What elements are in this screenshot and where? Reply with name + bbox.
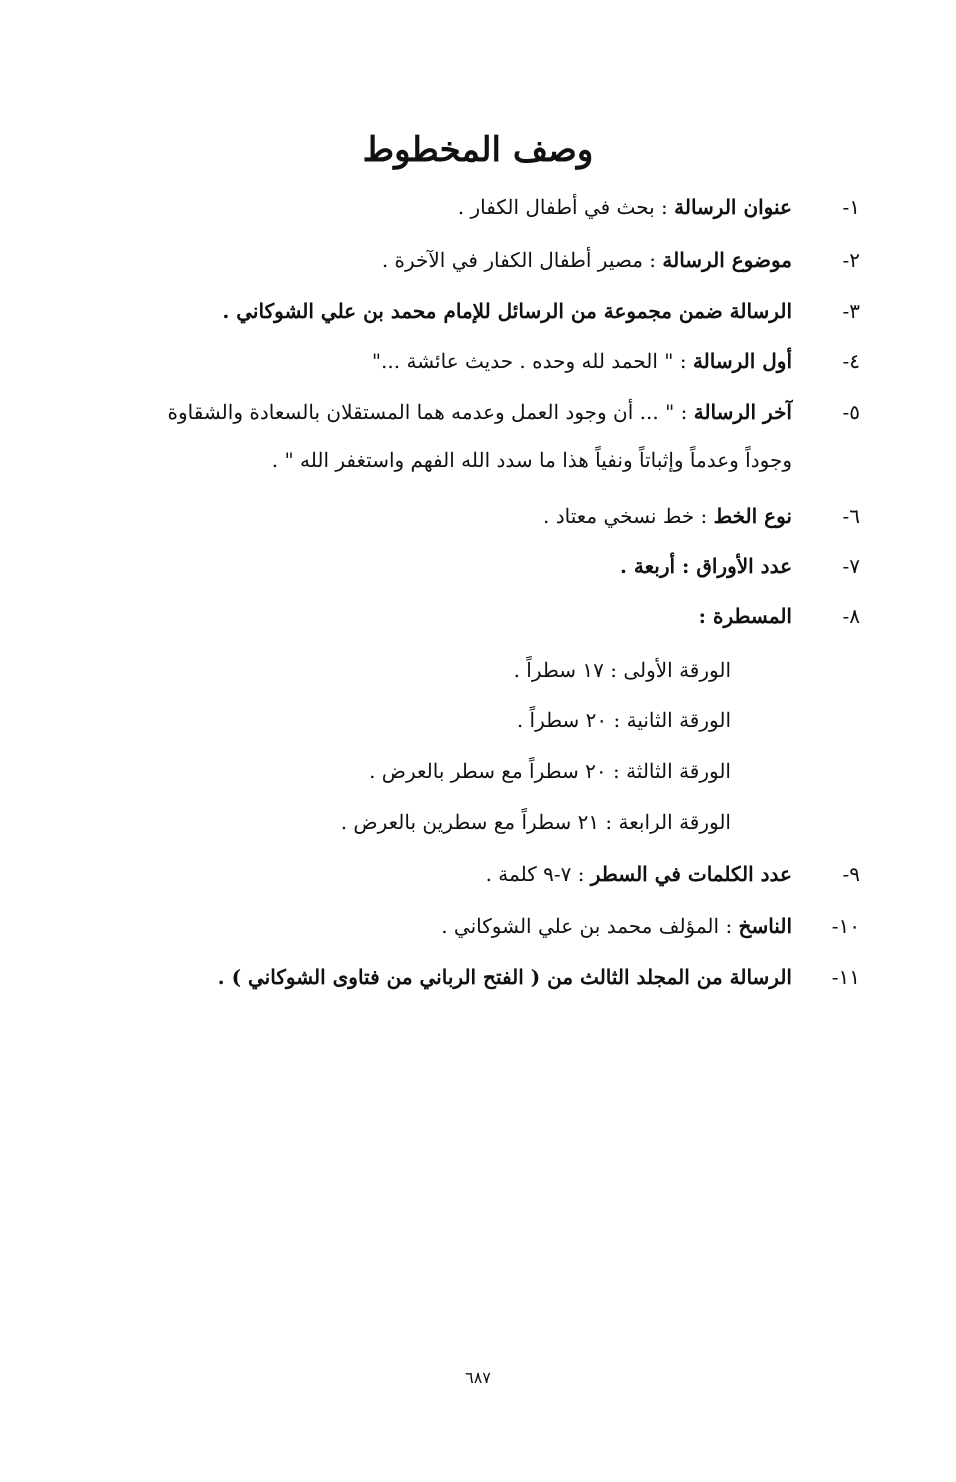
item-label: آخر الرسالة xyxy=(693,400,792,424)
item-label: موضوع الرسالة xyxy=(662,248,792,272)
item-text: : المؤلف محمد بن علي الشوكاني . xyxy=(441,914,739,938)
item-number: ٢- xyxy=(842,248,860,272)
list-item-5 xyxy=(90,386,860,486)
item-number: ٧- xyxy=(842,554,860,578)
list-item-3 xyxy=(222,297,860,325)
item-number: ٤- xyxy=(842,349,860,373)
item-text: الرسالة ضمن مجموعة من الرسائل للإمام محمد بن علي الشوكاني . xyxy=(222,299,792,323)
list-item-4 xyxy=(372,347,860,375)
item-number: ١٠- xyxy=(831,914,860,938)
item-label: عدد الأوراق xyxy=(696,554,792,578)
ruler-line-4: الورقة الرابعة : ٢١ سطراً مع سطرين بالعرض . xyxy=(340,810,731,834)
item-text: الرسالة من المجلد الثالث من ( الفتح الرباني من فتاوى الشوكاني ) . xyxy=(217,965,792,989)
list-item-7 xyxy=(620,552,860,580)
item-number: ٣- xyxy=(842,299,860,323)
item-text: : " الحمد لله وحده . حديث عائشة ..." xyxy=(371,349,693,373)
item-text: : بحث في أطفال الكفار . xyxy=(457,195,675,219)
ruler-line-3: الورقة الثالثة : ٢٠ سطراً مع سطر بالعرض . xyxy=(369,759,731,783)
list-item-8 xyxy=(699,602,860,630)
item-label: أول الرسالة xyxy=(692,349,792,373)
item-number: ٥- xyxy=(842,400,860,424)
ruler-line-1: الورقة الأولى : ١٧ سطراً . xyxy=(513,658,731,682)
item-text: : مصير أطفال الكفار في الآخرة . xyxy=(381,248,663,272)
item-label: نوع الخط xyxy=(713,504,792,528)
item-number: ٩- xyxy=(842,862,860,886)
list-item-11 xyxy=(218,963,860,991)
item-label: عدد الكلمات في السطر xyxy=(590,862,792,886)
item-number: ٨- xyxy=(842,604,860,628)
item-number: ١١- xyxy=(831,965,860,989)
list-item-6 xyxy=(543,502,860,530)
item-text: : خط نسخي معتاد . xyxy=(543,504,714,528)
item-number: ١- xyxy=(842,195,860,219)
item-label: المسطرة xyxy=(713,604,792,628)
page-title: وصف المخطوط xyxy=(362,130,594,170)
list-item-9 xyxy=(486,860,860,888)
item-continuation: وجوداً وعدماً وإثباتاً ونفياً هذا ما سدد الله الفهم واستغفر الله " . xyxy=(271,448,792,472)
item-text: : أربعة . xyxy=(619,554,697,578)
item-label: عنوان الرسالة xyxy=(674,195,792,219)
item-number: ٦- xyxy=(842,504,860,528)
list-item-2 xyxy=(382,246,860,274)
list-item-1 xyxy=(458,193,860,221)
item-label: الناسخ xyxy=(738,914,792,938)
item-text: : " ... أن وجود العمل وعدمه هما المستقلان بالسعادة والشقاوة xyxy=(167,400,694,424)
ruler-line-2: الورقة الثانية : ٢٠ سطراً . xyxy=(516,708,731,732)
page-number: ٦٨٧ xyxy=(465,1368,491,1387)
item-text: : xyxy=(698,604,714,628)
item-text: : ٧-٩ كلمة . xyxy=(485,862,591,886)
list-item-10 xyxy=(441,912,860,940)
